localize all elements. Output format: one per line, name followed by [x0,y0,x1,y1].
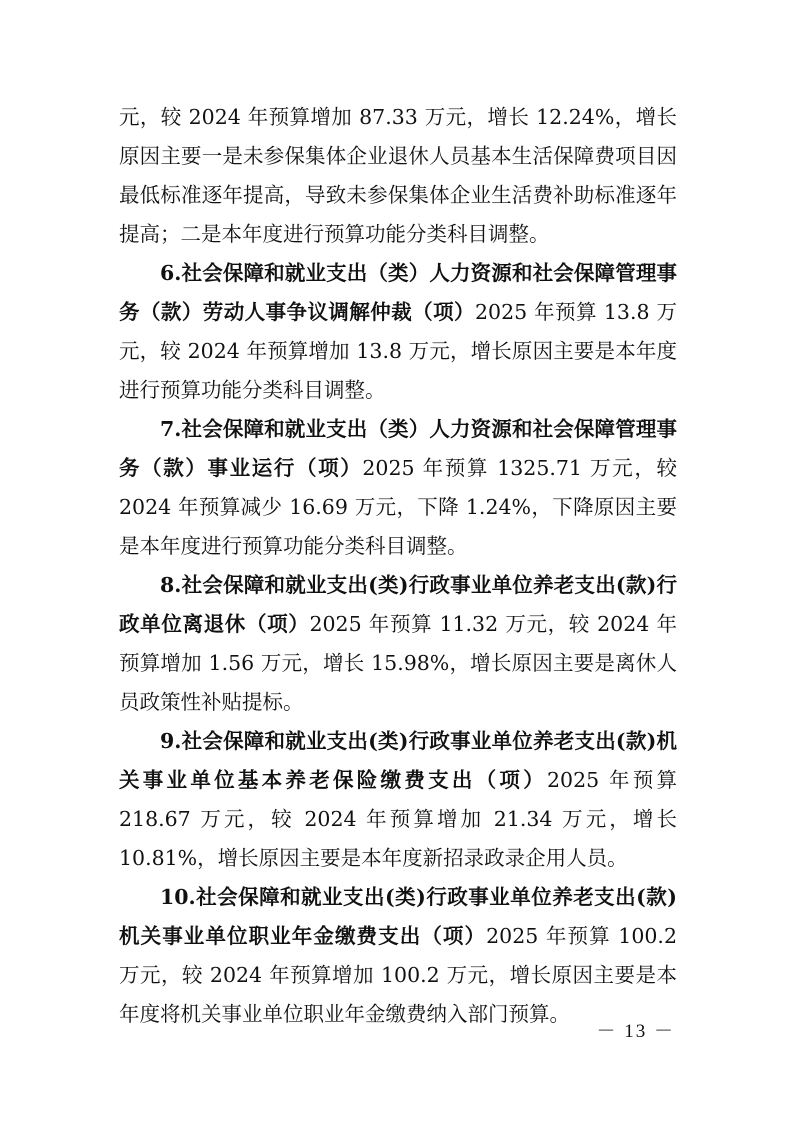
document-body [119,98,677,1034]
paragraph-item-8 [119,566,677,722]
paragraph-item-7 [119,410,677,566]
item-heading: 7.社会保障和就业支出（类）人力资源和社会保障管理事务（款）事业运行（项） [119,417,677,480]
paragraph-item-10 [119,878,677,1034]
item-heading: 9.社会保障和就业支出(类)行政事业单位养老支出(款)机关事业单位基本养老保险缴费支出（项） [119,729,677,792]
item-text: 2025 年预算 218.67 万元，较 2024 年预算增加 21.34 万元，增长 10.81%，增长原因主要是本年度新招录政录企用人员。 [119,768,678,870]
item-heading: 10.社会保障和就业支出(类)行政事业单位养老支出(款)机关事业单位职业年金缴费支出（项） [119,885,677,948]
item-text: 2025 年预算 11.32 万元，较 2024 年预算增加 1.56 万元，增长 15.98%，增长原因主要是离休人员政策性补贴提标。 [119,612,677,714]
item-text: 2025 年预算 13.8 万元，较 2024 年预算增加 13.8 万元，增长原因主要是本年度进行预算功能分类科目调整。 [119,300,677,402]
paragraph-continuation [119,98,677,254]
item-heading: 8.社会保障和就业支出(类)行政事业单位养老支出(款)行政单位离退休（项） [119,573,677,636]
paragraph-text: 元，较 2024 年预算增加 87.33 万元，增长 12.24%，增长原因主要一是未参保集体企业退休人员基本生活保障费项目因最低标准逐年提高，导致未参保集体企业生活费补助标准逐年提高；二是本年度进行预算功能分类科目调整。 [119,105,677,246]
item-heading: 6.社会保障和就业支出（类）人力资源和社会保障管理事务（款）劳动人事争议调解仲裁（项） [119,261,677,324]
paragraph-item-9 [119,722,677,878]
page-number: － 13 － [596,1021,675,1042]
paragraph-item-6 [119,254,677,410]
item-text: 2025 年预算 1325.71 万元，较 2024 年预算减少 16.69 万元，下降 1.24%，下降原因主要是本年度进行预算功能分类科目调整。 [119,456,677,558]
item-text: 2025 年预算 100.2 万元，较 2024 年预算增加 100.2 万元，增长原因主要是本年度将机关事业单位职业年金缴费纳入部门预算。 [119,924,677,1026]
